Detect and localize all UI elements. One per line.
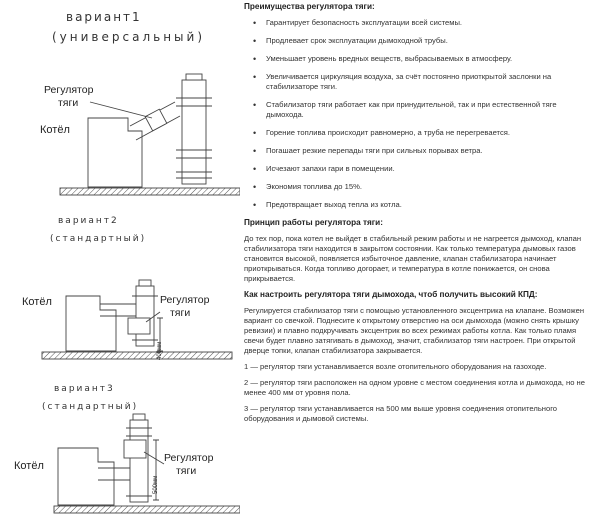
v3-floor (54, 506, 240, 513)
option-1-text: 1 — регулятор тяги устанавливается возле отопительного оборудования на газоходе. (244, 362, 547, 371)
v2-regulator-label-2: тяги (170, 307, 191, 319)
v1-floor (60, 188, 240, 195)
v1-regulator-label-2: тяги (58, 97, 79, 109)
v3-regulator-label: Регулятор (164, 452, 214, 464)
v2-title: вариант2 (58, 216, 119, 226)
v1-regulator-label: Регулятор (44, 84, 94, 96)
list-item: • Гарантирует безопасность эксплуатации всей системы. (244, 18, 596, 28)
advantages-list (244, 18, 596, 210)
v2-dimension-label: 400мм (157, 341, 163, 360)
list-item: • Предотвращает выход тепла из котла. (244, 200, 596, 210)
list-item: • Экономия топлива до 15%. (244, 182, 596, 192)
v3-regulator (124, 440, 146, 458)
list-item: • Увеличивается циркуляция воздуха, за счёт постоянно приоткрытой заслонки на стабилизаторе тяги. (244, 72, 596, 92)
option-3-text: 3 — регулятор тяги устанавливается на 500 мм выше уровня соединения отопительного оборудования и дымовой системы. (244, 404, 558, 423)
v2-subtitle: (стандартный) (50, 234, 147, 244)
setup-paragraph: Регулируется стабилизатор тяги с помощью установленного эксцентрика на клапане. Возможен вариант со свечкой. Поднесите к открытому отверстию на оси дымохода (можно снять крышку ревизии) и плавно подкручивать эксцентрик во всех режимах работы котла. Как только пламя свечи будет плавно затягивать в дымоход, значит, стабилизатор тяги настроен. При открытой дверце топки, клапан стабилизатора закрывается. (244, 306, 585, 355)
v3-chimney (130, 420, 148, 502)
list-item: • Продлевает срок эксплуатации дымоходной трубы. (244, 36, 596, 46)
setup-heading: Как настроить регулятора тяги дымохода, чтоб получить высокий КПД: (244, 290, 538, 299)
v1-regulator (145, 109, 167, 131)
v3-title: вариант3 (54, 384, 115, 394)
diagrams-column (0, 0, 240, 520)
v3-cap (133, 414, 145, 420)
principle-heading: Принцип работы регулятора тяги: (244, 218, 383, 227)
v2-regulator (128, 318, 150, 334)
list-item: • Стабилизатор тяги работает как при принудительной, так и при естественной тяге дымохода. (244, 100, 596, 120)
v1-subtitle: (универсальный) (52, 30, 205, 44)
list-item: • Горение топлива происходит равномерно, а труба не перегревается. (244, 128, 596, 138)
v1-chimney (182, 80, 206, 184)
advantages-heading: Преимущества регулятора тяги: (244, 2, 375, 11)
v2-floor (42, 352, 232, 359)
v3-regulator-label-2: тяги (176, 465, 197, 477)
v1-boiler (88, 118, 142, 187)
v2-cap (139, 280, 151, 286)
v3-dimension-label: 500мм (153, 475, 159, 494)
list-item: • Погашает резкие перепады тяги при сильных порывах ветра. (244, 146, 596, 156)
text-column (244, 2, 596, 430)
v3-boiler-label: Котёл (14, 460, 44, 472)
v1-cap (186, 74, 202, 80)
v2-chimney (136, 286, 154, 346)
v1-leader (90, 102, 152, 118)
v1-title: вариант1 (66, 10, 142, 24)
list-item: • Исчезают запахи гари в помещении. (244, 164, 596, 174)
installation-diagrams (0, 0, 240, 520)
v2-regulator-label: Регулятор (160, 294, 210, 306)
v3-boiler (58, 448, 114, 505)
v2-boiler-label: Котёл (22, 296, 52, 308)
option-2-text: 2 — регулятор тяги расположен на одном уровне с местом соединения котла и дымохода, но не менее 400 мм от уровня пола. (244, 378, 585, 397)
principle-paragraph: До тех пор, пока котел не выйдет в стабильный режим работы и не нагреется дымоход, клапан стабилизатора тяги находится в закрытом состоянии. Как только температура дымовых газов становится высокой, появляется избыточное давление, клапан стабилизатора начинает приоткрываться. Когда топливо догорает, и температура в котле понижается, он снова прикрывается. (244, 234, 582, 283)
v3-subtitle: (стандартный) (42, 402, 139, 412)
v1-boiler-label: Котёл (40, 124, 70, 136)
list-item: • Уменьшает уровень вредных веществ, выбрасываемых в атмосферу. (244, 54, 596, 64)
